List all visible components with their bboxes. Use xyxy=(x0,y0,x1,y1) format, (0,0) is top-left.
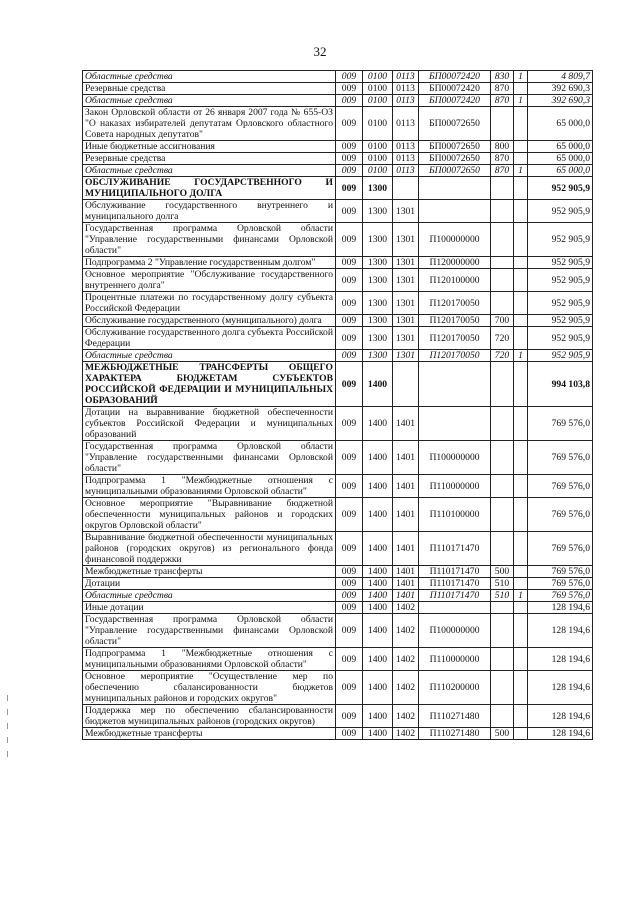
row-subsection-cell: 0113 xyxy=(393,165,419,177)
table-row xyxy=(83,532,593,566)
row-name-cell: Выравнивание бюджетной обеспеченности муниципальных районов (городских округов) из регионального фонда финансовой поддержки xyxy=(83,532,336,566)
row-name-cell: Резервные средства xyxy=(83,153,336,165)
row-name-cell: Областные средства xyxy=(83,590,336,602)
row-name-cell: Обслуживание государственного долга субъекта Российской Федерации xyxy=(83,327,336,350)
table-row xyxy=(83,153,593,165)
row-target-article-cell: П110000000 xyxy=(419,648,491,671)
table-row xyxy=(83,107,593,141)
row-grbs-cell: 009 xyxy=(336,475,363,498)
row-name-cell: Межбюджетные трансферты xyxy=(83,566,336,578)
row-grbs-cell: 009 xyxy=(336,153,363,165)
row-subsection-cell xyxy=(393,362,419,407)
row-name-cell: Иные дотации xyxy=(83,602,336,614)
row-expense-type-cell: 870 xyxy=(491,83,514,95)
row-subsection-cell: 1401 xyxy=(393,590,419,602)
row-target-article-cell: П120170050 xyxy=(419,350,491,362)
table-row xyxy=(83,257,593,269)
row-source-cell xyxy=(514,257,528,269)
row-section-cell: 1300 xyxy=(363,327,393,350)
row-grbs-cell: 009 xyxy=(336,532,363,566)
row-grbs-cell: 009 xyxy=(336,705,363,728)
row-amount-cell: 392 690,3 xyxy=(528,95,593,107)
row-target-article-cell: П120170050 xyxy=(419,315,491,327)
row-section-cell: 1400 xyxy=(363,566,393,578)
row-subsection-cell: 0113 xyxy=(393,95,419,107)
row-grbs-cell: 009 xyxy=(336,327,363,350)
row-subsection-cell: 1401 xyxy=(393,532,419,566)
row-grbs-cell: 009 xyxy=(336,165,363,177)
row-amount-cell: 128 194,6 xyxy=(528,648,593,671)
row-source-cell xyxy=(514,269,528,292)
table-row xyxy=(83,362,593,407)
table-row xyxy=(83,407,593,441)
row-section-cell: 1300 xyxy=(363,350,393,362)
row-section-cell: 0100 xyxy=(363,141,393,153)
row-target-article-cell xyxy=(419,200,491,223)
row-grbs-cell: 009 xyxy=(336,200,363,223)
row-target-article-cell xyxy=(419,177,491,200)
table-row xyxy=(83,602,593,614)
table-row xyxy=(83,350,593,362)
row-amount-cell: 952 905,9 xyxy=(528,257,593,269)
row-target-article-cell: БП00072650 xyxy=(419,153,491,165)
row-target-article-cell: П100000000 xyxy=(419,614,491,648)
row-section-cell: 1300 xyxy=(363,269,393,292)
row-grbs-cell: 009 xyxy=(336,566,363,578)
row-expense-type-cell: 500 xyxy=(491,566,514,578)
row-source-cell xyxy=(514,83,528,95)
table-row xyxy=(83,83,593,95)
row-section-cell: 1400 xyxy=(363,614,393,648)
row-source-cell xyxy=(514,532,528,566)
row-section-cell: 1400 xyxy=(363,705,393,728)
row-subsection-cell: 1401 xyxy=(393,441,419,475)
table-row xyxy=(83,441,593,475)
table-row xyxy=(83,648,593,671)
row-subsection-cell: 1301 xyxy=(393,327,419,350)
table-row xyxy=(83,315,593,327)
row-grbs-cell: 009 xyxy=(336,350,363,362)
row-expense-type-cell xyxy=(491,602,514,614)
row-source-cell xyxy=(514,315,528,327)
row-subsection-cell: 0113 xyxy=(393,71,419,83)
row-target-article-cell xyxy=(419,407,491,441)
margin-marks xyxy=(5,695,11,775)
row-expense-type-cell xyxy=(491,475,514,498)
row-amount-cell: 952 905,9 xyxy=(528,223,593,257)
row-amount-cell: 65 000,0 xyxy=(528,107,593,141)
row-target-article-cell: П120000000 xyxy=(419,257,491,269)
row-source-cell xyxy=(514,578,528,590)
table-row xyxy=(83,590,593,602)
row-target-article-cell xyxy=(419,602,491,614)
row-source-cell xyxy=(514,200,528,223)
row-name-cell: Областные средства xyxy=(83,71,336,83)
row-expense-type-cell xyxy=(491,223,514,257)
row-grbs-cell: 009 xyxy=(336,728,363,740)
row-section-cell: 1400 xyxy=(363,441,393,475)
row-subsection-cell: 1401 xyxy=(393,475,419,498)
table-row xyxy=(83,498,593,532)
row-target-article-cell: П110171470 xyxy=(419,566,491,578)
row-amount-cell: 994 103,8 xyxy=(528,362,593,407)
row-grbs-cell: 009 xyxy=(336,107,363,141)
row-source-cell xyxy=(514,441,528,475)
row-target-article-cell: П110171470 xyxy=(419,578,491,590)
row-grbs-cell: 009 xyxy=(336,71,363,83)
row-source-cell xyxy=(514,153,528,165)
row-section-cell: 0100 xyxy=(363,153,393,165)
row-subsection-cell: 1301 xyxy=(393,350,419,362)
row-source-cell xyxy=(514,602,528,614)
row-target-article-cell: П100000000 xyxy=(419,441,491,475)
row-source-cell: 1 xyxy=(514,95,528,107)
row-subsection-cell: 0113 xyxy=(393,141,419,153)
row-name-cell: Государственная программа Орловской области "Управление государственными финансами Орловской области" xyxy=(83,223,336,257)
page-number: 32 xyxy=(313,44,327,59)
row-name-cell: Подпрограмма 1 "Межбюджетные отношения с муниципальными образованиями Орловской области" xyxy=(83,648,336,671)
table-row xyxy=(83,327,593,350)
row-amount-cell: 128 194,6 xyxy=(528,705,593,728)
row-amount-cell: 952 905,9 xyxy=(528,200,593,223)
row-source-cell xyxy=(514,648,528,671)
row-expense-type-cell: 870 xyxy=(491,153,514,165)
row-amount-cell: 952 905,9 xyxy=(528,177,593,200)
row-subsection-cell: 1301 xyxy=(393,315,419,327)
row-expense-type-cell: 700 xyxy=(491,315,514,327)
row-subsection-cell: 1401 xyxy=(393,566,419,578)
row-grbs-cell: 009 xyxy=(336,441,363,475)
row-subsection-cell: 1301 xyxy=(393,200,419,223)
row-subsection-cell: 1402 xyxy=(393,602,419,614)
row-target-article-cell: БП00072420 xyxy=(419,71,491,83)
row-subsection-cell: 1301 xyxy=(393,292,419,315)
row-grbs-cell: 009 xyxy=(336,671,363,705)
row-name-cell: Основное мероприятие "Обслуживание государственного внутреннего долга" xyxy=(83,269,336,292)
row-section-cell: 0100 xyxy=(363,165,393,177)
row-expense-type-cell: 510 xyxy=(491,590,514,602)
row-section-cell: 1300 xyxy=(363,257,393,269)
row-expense-type-cell: 870 xyxy=(491,95,514,107)
row-name-cell: Закон Орловской области от 26 января 2007 года № 655-ОЗ "О наказах избирателей депутатам Орловского областного Совета народных депутатов" xyxy=(83,107,336,141)
row-subsection-cell: 1402 xyxy=(393,671,419,705)
row-source-cell xyxy=(514,362,528,407)
row-expense-type-cell xyxy=(491,498,514,532)
row-subsection-cell: 1301 xyxy=(393,223,419,257)
row-name-cell: Межбюджетные трансферты xyxy=(83,728,336,740)
row-target-article-cell xyxy=(419,362,491,407)
row-section-cell: 1400 xyxy=(363,648,393,671)
budget-table xyxy=(82,70,593,740)
row-amount-cell: 392 690,3 xyxy=(528,83,593,95)
row-expense-type-cell xyxy=(491,177,514,200)
row-grbs-cell: 009 xyxy=(336,177,363,200)
row-name-cell: Резервные средства xyxy=(83,83,336,95)
row-section-cell: 1300 xyxy=(363,292,393,315)
row-source-cell xyxy=(514,177,528,200)
row-expense-type-cell: 870 xyxy=(491,165,514,177)
row-expense-type-cell: 510 xyxy=(491,578,514,590)
row-name-cell: Основное мероприятие "Выравнивание бюджетной обеспеченности муниципальных районов и городских округов Орловской области" xyxy=(83,498,336,532)
row-amount-cell: 128 194,6 xyxy=(528,671,593,705)
table-row xyxy=(83,614,593,648)
row-amount-cell: 128 194,6 xyxy=(528,614,593,648)
row-section-cell: 1300 xyxy=(363,177,393,200)
row-target-article-cell: П110271480 xyxy=(419,728,491,740)
row-subsection-cell xyxy=(393,177,419,200)
row-target-article-cell: П110000000 xyxy=(419,475,491,498)
row-source-cell xyxy=(514,107,528,141)
row-target-article-cell: П120100000 xyxy=(419,269,491,292)
row-name-cell: Подпрограмма 2 "Управление государственным долгом" xyxy=(83,257,336,269)
row-subsection-cell: 0113 xyxy=(393,83,419,95)
row-name-cell: Основное мероприятие "Осуществление мер по обеспечению сбалансированности бюджетов муниципальных районов и городских округов" xyxy=(83,671,336,705)
row-name-cell: Процентные платежи по государственному долгу субъекта Российской Федерации xyxy=(83,292,336,315)
row-source-cell xyxy=(514,566,528,578)
table-row xyxy=(83,200,593,223)
row-section-cell: 1400 xyxy=(363,475,393,498)
row-amount-cell: 769 576,0 xyxy=(528,532,593,566)
table-row xyxy=(83,165,593,177)
row-expense-type-cell xyxy=(491,705,514,728)
table-row xyxy=(83,177,593,200)
row-source-cell xyxy=(514,614,528,648)
table-row xyxy=(83,475,593,498)
row-target-article-cell: П110200000 xyxy=(419,671,491,705)
table-row xyxy=(83,728,593,740)
row-grbs-cell: 009 xyxy=(336,648,363,671)
row-source-cell xyxy=(514,327,528,350)
row-grbs-cell: 009 xyxy=(336,362,363,407)
table-row xyxy=(83,566,593,578)
row-expense-type-cell xyxy=(491,362,514,407)
row-name-cell: Государственная программа Орловской области "Управление государственными финансами Орловской области" xyxy=(83,441,336,475)
row-amount-cell: 952 905,9 xyxy=(528,350,593,362)
row-grbs-cell: 009 xyxy=(336,407,363,441)
row-amount-cell: 769 576,0 xyxy=(528,566,593,578)
row-amount-cell: 769 576,0 xyxy=(528,441,593,475)
row-source-cell xyxy=(514,671,528,705)
row-section-cell: 1400 xyxy=(363,498,393,532)
row-subsection-cell: 1402 xyxy=(393,614,419,648)
row-section-cell: 1400 xyxy=(363,578,393,590)
row-target-article-cell: П110271480 xyxy=(419,705,491,728)
row-name-cell: Дотации xyxy=(83,578,336,590)
row-subsection-cell: 0113 xyxy=(393,107,419,141)
row-grbs-cell: 009 xyxy=(336,578,363,590)
row-target-article-cell: БП00072420 xyxy=(419,83,491,95)
row-expense-type-cell xyxy=(491,614,514,648)
row-amount-cell: 65 000,0 xyxy=(528,165,593,177)
row-grbs-cell: 009 xyxy=(336,269,363,292)
row-expense-type-cell xyxy=(491,532,514,566)
row-expense-type-cell xyxy=(491,671,514,705)
row-amount-cell: 769 576,0 xyxy=(528,475,593,498)
row-grbs-cell: 009 xyxy=(336,602,363,614)
row-grbs-cell: 009 xyxy=(336,590,363,602)
row-name-cell: Обслуживание государственного внутреннего и муниципального долга xyxy=(83,200,336,223)
row-expense-type-cell: 830 xyxy=(491,71,514,83)
row-grbs-cell: 009 xyxy=(336,141,363,153)
row-expense-type-cell: 500 xyxy=(491,728,514,740)
row-grbs-cell: 009 xyxy=(336,292,363,315)
row-amount-cell: 769 576,0 xyxy=(528,407,593,441)
row-expense-type-cell xyxy=(491,407,514,441)
row-source-cell xyxy=(514,705,528,728)
table-row xyxy=(83,269,593,292)
row-source-cell: 1 xyxy=(514,71,528,83)
row-expense-type-cell: 720 xyxy=(491,327,514,350)
row-source-cell xyxy=(514,498,528,532)
row-name-cell: Областные средства xyxy=(83,350,336,362)
row-section-cell: 1300 xyxy=(363,200,393,223)
row-name-cell: Дотации на выравнивание бюджетной обеспеченности субъектов Российской Федерации и муниципальных образований xyxy=(83,407,336,441)
row-subsection-cell: 1401 xyxy=(393,578,419,590)
row-expense-type-cell: 800 xyxy=(491,141,514,153)
row-grbs-cell: 009 xyxy=(336,95,363,107)
row-subsection-cell: 1301 xyxy=(393,269,419,292)
row-subsection-cell: 1402 xyxy=(393,728,419,740)
row-amount-cell: 952 905,9 xyxy=(528,292,593,315)
row-expense-type-cell xyxy=(491,648,514,671)
row-source-cell xyxy=(514,475,528,498)
row-section-cell: 1400 xyxy=(363,728,393,740)
row-subsection-cell: 0113 xyxy=(393,153,419,165)
row-section-cell: 1300 xyxy=(363,315,393,327)
row-amount-cell: 65 000,0 xyxy=(528,153,593,165)
row-amount-cell: 4 809,7 xyxy=(528,71,593,83)
row-source-cell: 1 xyxy=(514,590,528,602)
row-target-article-cell: БП00072650 xyxy=(419,141,491,153)
row-target-article-cell: П110171470 xyxy=(419,590,491,602)
row-amount-cell: 952 905,9 xyxy=(528,327,593,350)
row-amount-cell: 128 194,6 xyxy=(528,728,593,740)
row-target-article-cell: П110171470 xyxy=(419,532,491,566)
row-source-cell: 1 xyxy=(514,350,528,362)
row-grbs-cell: 009 xyxy=(336,83,363,95)
row-expense-type-cell xyxy=(491,269,514,292)
row-expense-type-cell xyxy=(491,292,514,315)
table-row xyxy=(83,141,593,153)
row-section-cell: 1400 xyxy=(363,602,393,614)
row-name-cell: МЕЖБЮДЖЕТНЫЕ ТРАНСФЕРТЫ ОБЩЕГО ХАРАКТЕРА БЮДЖЕТАМ СУБЪЕКТОВ РОССИЙСКОЙ ФЕДЕРАЦИИ И МУНИЦИПАЛЬНЫХ ОБРАЗОВАНИЙ xyxy=(83,362,336,407)
row-name-cell: Областные средства xyxy=(83,95,336,107)
row-name-cell: Обслуживание государственного (муниципального) долга xyxy=(83,315,336,327)
row-expense-type-cell xyxy=(491,107,514,141)
row-source-cell xyxy=(514,728,528,740)
row-name-cell: ОБСЛУЖИВАНИЕ ГОСУДАРСТВЕННОГО И МУНИЦИПАЛЬНОГО ДОЛГА xyxy=(83,177,336,200)
row-target-article-cell: П120170050 xyxy=(419,327,491,350)
row-amount-cell: 128 194,6 xyxy=(528,602,593,614)
row-grbs-cell: 009 xyxy=(336,498,363,532)
row-expense-type-cell xyxy=(491,441,514,475)
row-source-cell: 1 xyxy=(514,165,528,177)
row-section-cell: 1400 xyxy=(363,590,393,602)
row-section-cell: 1300 xyxy=(363,223,393,257)
row-grbs-cell: 009 xyxy=(336,614,363,648)
row-section-cell: 1400 xyxy=(363,362,393,407)
row-section-cell: 0100 xyxy=(363,95,393,107)
row-name-cell: Подпрограмма 1 "Межбюджетные отношения с муниципальными образованиями Орловской области" xyxy=(83,475,336,498)
row-name-cell: Поддержка мер по обеспечению сбалансированности бюджетов муниципальных районов (городских округов) xyxy=(83,705,336,728)
row-amount-cell: 769 576,0 xyxy=(528,590,593,602)
row-section-cell: 0100 xyxy=(363,83,393,95)
row-subsection-cell: 1401 xyxy=(393,407,419,441)
table-row xyxy=(83,95,593,107)
row-grbs-cell: 009 xyxy=(336,257,363,269)
table-row xyxy=(83,671,593,705)
row-source-cell xyxy=(514,141,528,153)
row-section-cell: 0100 xyxy=(363,71,393,83)
row-target-article-cell: П120170050 xyxy=(419,292,491,315)
row-name-cell: Государственная программа Орловской области "Управление государственными финансами Орловской области" xyxy=(83,614,336,648)
row-source-cell xyxy=(514,292,528,315)
row-section-cell: 1400 xyxy=(363,532,393,566)
row-target-article-cell: БП00072650 xyxy=(419,107,491,141)
row-subsection-cell: 1401 xyxy=(393,498,419,532)
row-amount-cell: 65 000,0 xyxy=(528,141,593,153)
row-name-cell: Областные средства xyxy=(83,165,336,177)
row-grbs-cell: 009 xyxy=(336,315,363,327)
row-amount-cell: 952 905,9 xyxy=(528,315,593,327)
row-expense-type-cell: 720 xyxy=(491,350,514,362)
row-source-cell xyxy=(514,407,528,441)
row-target-article-cell: БП00072650 xyxy=(419,165,491,177)
row-subsection-cell: 1402 xyxy=(393,648,419,671)
table-row xyxy=(83,578,593,590)
table-row xyxy=(83,71,593,83)
table-row xyxy=(83,705,593,728)
table-row xyxy=(83,292,593,315)
row-amount-cell: 769 576,0 xyxy=(528,498,593,532)
row-subsection-cell: 1402 xyxy=(393,705,419,728)
row-section-cell: 1400 xyxy=(363,407,393,441)
row-section-cell: 0100 xyxy=(363,107,393,141)
table-row xyxy=(83,223,593,257)
row-expense-type-cell xyxy=(491,200,514,223)
budget-table-body xyxy=(83,71,593,740)
row-target-article-cell: П100000000 xyxy=(419,223,491,257)
row-subsection-cell: 1301 xyxy=(393,257,419,269)
row-grbs-cell: 009 xyxy=(336,223,363,257)
row-section-cell: 1400 xyxy=(363,671,393,705)
row-expense-type-cell xyxy=(491,257,514,269)
row-amount-cell: 952 905,9 xyxy=(528,269,593,292)
row-amount-cell: 769 576,0 xyxy=(528,578,593,590)
row-target-article-cell: П110100000 xyxy=(419,498,491,532)
row-name-cell: Иные бюджетные ассигнования xyxy=(83,141,336,153)
row-target-article-cell: БП00072420 xyxy=(419,95,491,107)
row-source-cell xyxy=(514,223,528,257)
